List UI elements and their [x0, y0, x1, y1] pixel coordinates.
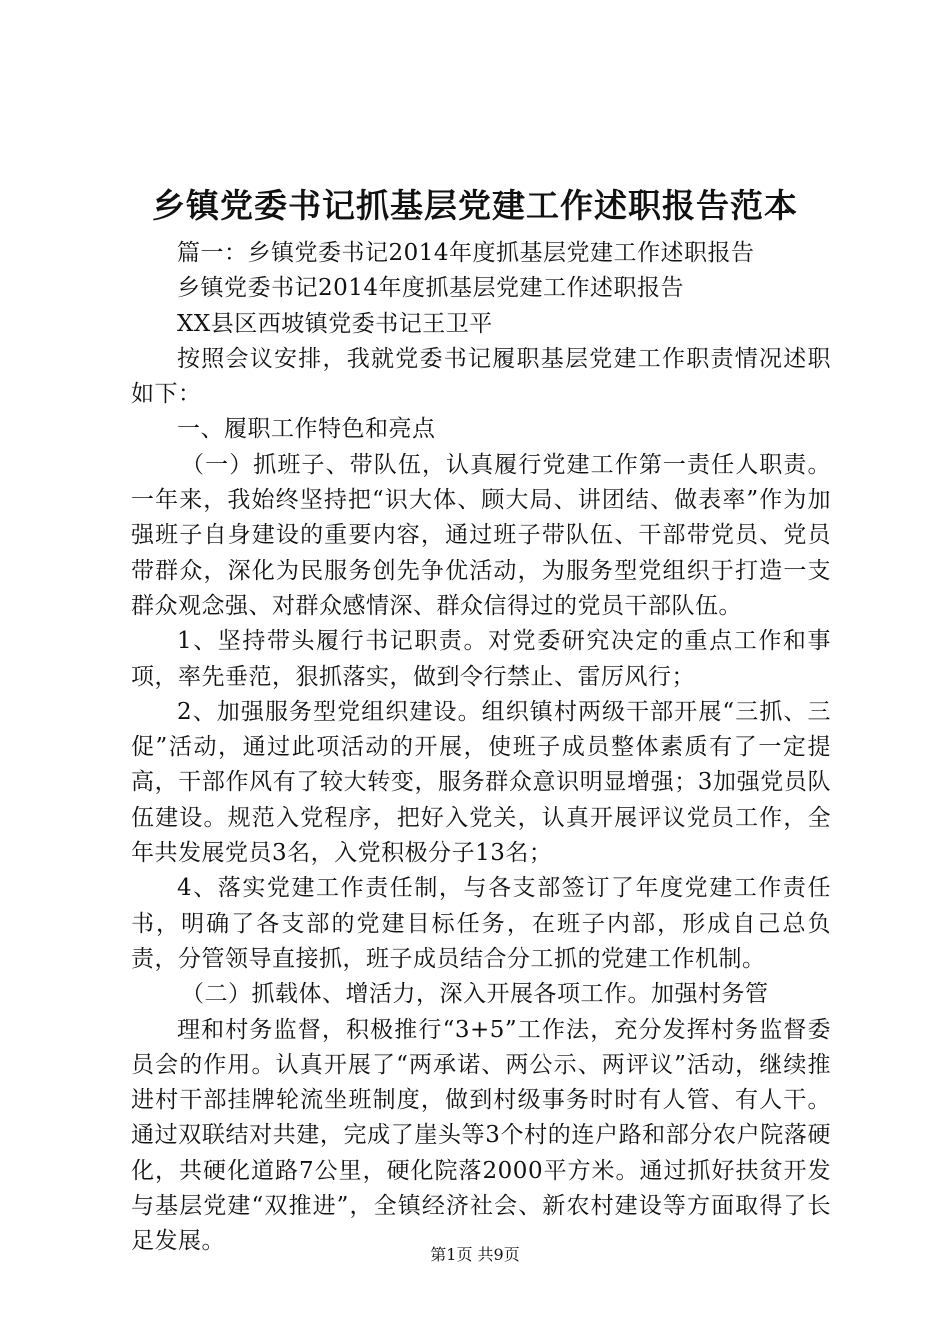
page-title: 乡镇党委书记抓基层党建工作述职报告范本	[152, 186, 798, 225]
paragraph-author: XX县区西坡镇党委书记王卫平	[177, 310, 493, 337]
paragraph-report-title: 乡镇党委书记2014年度抓基层党建工作述职报告	[177, 275, 685, 302]
paragraph-item-1: 1、坚持带头履行书记职责。对党委研究决定的重点工作和事项，率先垂范，狠抓落实，做到令行禁止、雷厉风行；	[131, 628, 831, 690]
page-footer: 第1页 共9页	[430, 1245, 520, 1264]
paragraph-item-4: 4、落实党建工作责任制，与各支部签订了年度党建工作责任书，明确了各支部的党建目标任务，在班子内部，形成自己总负责，分管领导直接抓，班子成员结合分工抓的党建工作机制。	[131, 875, 831, 972]
document-body	[131, 236, 831, 1260]
paragraph-subsection-2-body: 理和村务监督，积极推行“3+5”工作法，充分发挥村务监督委员会的作用。认真开展了“两承诺、两公示、两评议”活动，继续推进村干部挂牌轮流坐班制度，做到村级事务时时有人管、有人干。通过双联结对共建，完成了崖头等3个村的连户路和部分农户院落硬化，共硬化道路7公里，硬化院落2000平方米。通过抓好扶贫开发与基层党建“双推进”，全镇经济社会、新农村建设等方面取得了长足发展。	[131, 1016, 831, 1255]
paragraph-intro: 按照会议安排，我就党委书记履职基层党建工作职责情况述职如下：	[131, 345, 831, 408]
paragraph-heading-1: 一、履职工作特色和亮点	[177, 416, 436, 443]
paragraph-item-2: 2、加强服务型党组织建设。组织镇村两级干部开展“三抓、三促”活动，通过此项活动的开展，使班子成员整体素质有了一定提高，干部作风有了较大转变，服务群众意识明显增强；3加强党员队伍建设。规范入党程序，把好入党关，认真开展评议党员工作，全年共发展党员3名，入党积极分子13名；	[131, 698, 831, 867]
paragraph-section-heading: 篇一：乡镇党委书记2014年度抓基层党建工作述职报告	[177, 240, 755, 266]
paragraph-subsection-1: （一）抓班子、带队伍，认真履行党建工作第一责任人职责。一年来，我始终坚持把“识大体、顾大局、讲团结、做表率”作为加强班子自身建设的重要内容，通过班子带队伍、干部带党员、党员带群众，深化为民服务创先争优活动，为服务型党组织于打造一支群众观念强、对群众感情深、群众信得过的党员干部队伍。	[131, 451, 831, 619]
paragraph-subsection-2: （二）抓载体、增活力，深入开展各项工作。加强村务管	[181, 981, 769, 1008]
